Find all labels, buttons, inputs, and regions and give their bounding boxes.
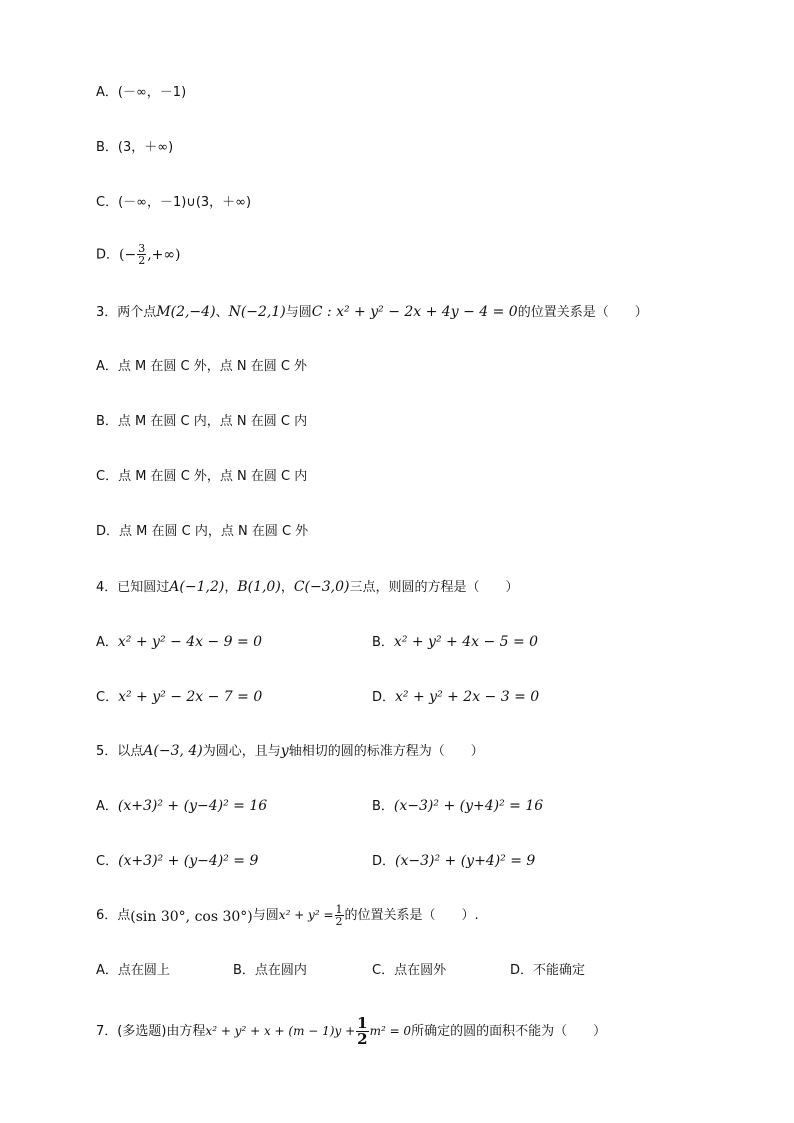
q4-option-b-equation: x² + y² + 4x − 5 = 0 bbox=[393, 634, 539, 650]
option-label: C． bbox=[96, 690, 119, 705]
fraction-numerator: 1 bbox=[335, 903, 343, 916]
q6-stem-start: 6．点 bbox=[96, 908, 131, 923]
option-label: B． bbox=[372, 635, 394, 650]
q4-comma: ， bbox=[224, 580, 238, 595]
q5-stem-start: 5．以点 bbox=[96, 744, 144, 759]
q7-stem-end: 所确定的圆的面积不能为（ ） bbox=[411, 1024, 607, 1039]
q6-circle-lhs: x² + y² = bbox=[278, 908, 334, 922]
q6-stem-end: 的位置关系是（ ）. bbox=[344, 908, 479, 923]
fraction: $\frac{3}{2}$ bbox=[138, 242, 146, 267]
q5-stem-mid: 为圆心，且与 bbox=[202, 744, 281, 759]
q6-option-b: B．点在圆内 bbox=[233, 963, 307, 978]
q4-option-d-equation: x² + y² + 2x − 3 = 0 bbox=[395, 689, 540, 705]
q7-stem bbox=[96, 1016, 606, 1047]
option-label: D． bbox=[372, 690, 396, 705]
option-label: B． bbox=[372, 799, 394, 814]
q4-option-c-equation: x² + y² − 2x − 7 = 0 bbox=[118, 689, 263, 705]
option-label: A． bbox=[96, 799, 118, 814]
fraction-denominator: 2 bbox=[335, 915, 343, 928]
q5-stem bbox=[96, 741, 484, 762]
q4-stem-end: 三点，则圆的方程是（ ） bbox=[349, 580, 519, 595]
option-label: D． bbox=[96, 247, 120, 263]
q3-tail-text: 的位置关系是（ ） bbox=[517, 305, 648, 320]
q3-option-b: B．点 M 在圆 C 内，点 N 在圆 C 内 bbox=[96, 414, 308, 429]
q5-option-a bbox=[96, 796, 267, 817]
q3-mid-text: 与圆 bbox=[285, 305, 312, 320]
q5-option-a-equation: (x+3)² + (y−4)² = 16 bbox=[117, 798, 268, 814]
q4-option-d bbox=[372, 687, 539, 708]
q3-number: 3．两个点 bbox=[96, 305, 157, 320]
q4-point-c: C(−3,0) bbox=[293, 579, 350, 595]
q4-option-c bbox=[96, 687, 262, 708]
q6-option-d: D．不能确定 bbox=[510, 963, 586, 978]
option-label: C． bbox=[96, 854, 119, 869]
fraction-numerator: 1 bbox=[357, 1014, 368, 1032]
q7-equation-right: m² = 0 bbox=[369, 1024, 412, 1038]
q6-option-c: C．点在圆外 bbox=[372, 963, 447, 978]
q2-option-b: B．(3，＋∞) bbox=[96, 140, 174, 155]
fraction-denominator: 2 bbox=[357, 1030, 368, 1048]
fraction bbox=[335, 904, 344, 927]
q4-option-a bbox=[96, 632, 262, 653]
q3-point-n: N(−2,1) bbox=[228, 304, 286, 320]
option-label: A． bbox=[96, 635, 118, 650]
q7-equation-left: x² + y² + x + (m − 1)y + bbox=[205, 1024, 356, 1038]
q5-option-c bbox=[96, 851, 258, 872]
q3-circle-equation: C : x² + y² − 2x + 4y − 4 = 0 bbox=[311, 304, 518, 320]
q5-option-b bbox=[372, 796, 543, 817]
q5-option-d-equation: (x−3)² + (y+4)² = 9 bbox=[395, 853, 536, 869]
q5-point: A(−3, 4) bbox=[143, 743, 203, 759]
q5-option-c-equation: (x+3)² + (y−4)² = 9 bbox=[118, 853, 259, 869]
q6-option-a: A．点在圆上 bbox=[96, 963, 170, 978]
q2-option-c: C．(－∞，－1)∪(3，＋∞) bbox=[96, 195, 252, 210]
q4-point-b: B(1,0) bbox=[237, 579, 281, 595]
q4-stem bbox=[96, 577, 518, 598]
q4-comma: ， bbox=[280, 580, 294, 595]
q2-option-a: A．(－∞，－1) bbox=[96, 85, 187, 100]
q6-point-paren bbox=[130, 905, 253, 926]
q3-option-d: D．点 M 在圆 C 内，点 N 在圆 C 外 bbox=[96, 524, 309, 539]
fraction bbox=[356, 1016, 368, 1047]
option-label: D． bbox=[372, 854, 396, 869]
q4-stem-start: 4．已知圆过 bbox=[96, 580, 170, 595]
q5-option-d bbox=[372, 851, 535, 872]
q5-stem-end: 轴相切的圆的标准方程为（ ） bbox=[288, 744, 484, 759]
q3-option-c: C．点 M 在圆 C 外，点 N 在圆 C 内 bbox=[96, 469, 308, 484]
q2-option-d-interval: (− $\frac{3}{2}$ ,+∞) bbox=[119, 242, 181, 267]
q5-option-b-equation: (x−3)² + (y+4)² = 16 bbox=[393, 798, 544, 814]
q5-axis: y bbox=[280, 743, 289, 759]
q6-stem bbox=[96, 904, 479, 927]
q3-separator: 、 bbox=[215, 305, 229, 320]
q3-option-a: A．点 M 在圆 C 外，点 N 在圆 C 外 bbox=[96, 359, 308, 374]
q3-stem bbox=[96, 302, 648, 323]
q6-point: (sin 30°, cos 30°) bbox=[130, 909, 253, 925]
q4-option-a-equation: x² + y² − 4x − 9 = 0 bbox=[117, 634, 263, 650]
q2-option-d bbox=[96, 243, 181, 266]
q6-stem-mid: 与圆 bbox=[252, 908, 279, 923]
q7-stem-start: 7．(多选题)由方程 bbox=[96, 1024, 206, 1039]
q3-point-m: M(2,−4) bbox=[156, 304, 216, 320]
q4-point-a: A(−1,2) bbox=[169, 579, 225, 595]
q4-option-b bbox=[372, 632, 538, 653]
